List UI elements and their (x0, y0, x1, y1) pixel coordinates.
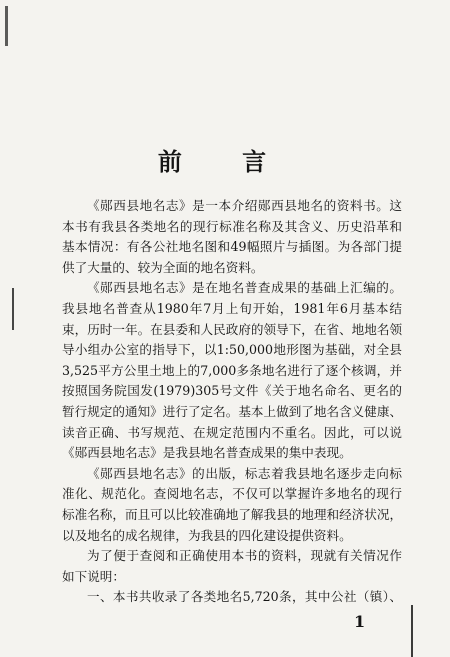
text-line: 标准名称，而且可以比较准确地了解我县的地理和经济状况， (62, 506, 403, 522)
text-line: 按照国务院国发(1979)305号文件《关于地名命名、更名的 (62, 383, 402, 399)
scan-mark-top (5, 6, 8, 46)
text-line: 基本情况：有各公社地名图和49幅照片与插图。为各部门提 (62, 239, 402, 255)
text-line: 准化、规范化。查阅地名志，不仅可以掌握许多地名的现行 (62, 486, 402, 502)
body-text (62, 196, 402, 608)
text-line: 读音正确、书写规范、在规定范围内不重名。因此，可以说 (62, 424, 402, 440)
text-line: 本书有我县各类地名的现行标准名称及其含义、历史沿革和 (62, 218, 402, 234)
text-line: 《郧西县地名志》的出版，标志着我县地名逐步走向标 (87, 465, 402, 481)
scan-mark-left (12, 288, 14, 330)
text-line: 《郧西县地名志》是一本介绍郧西县地名的资料书。这 (87, 198, 402, 213)
text-line: 《郧西县地名志》是我县地名普查成果的集中表现。 (62, 445, 352, 461)
text-line: 一、本书共收录了各类地名5,720条，其中公社（镇）、 (87, 589, 402, 605)
text-line: 如下说明： (62, 568, 125, 584)
text-line: 以及地名的成名规律，为我县的四化建设提供资料。 (62, 527, 352, 543)
text-line: 暂行规定的通知》进行了定名。基本上做到了地名含义健康、 (62, 403, 403, 419)
text-line: 3,525平方公里土地上的7,000多条地名进行了逐个核调，并 (62, 362, 402, 378)
text-line: 导小组办公室的指导下，以1:50,000地形图为基础，对全县 (62, 342, 402, 358)
page-number: 1 (354, 612, 366, 631)
text-line: 为了便于查阅和正确使用本书的资料，现就有关情况作 (87, 548, 402, 564)
scan-mark-bottom-right (411, 605, 413, 657)
text-line: 《郧西县地名志》是在地名普查成果的基础上汇编的。 (87, 280, 402, 296)
text-line: 供了大量的、较为全面的地名资料。 (62, 259, 264, 275)
page-title: 前 言 (157, 147, 293, 176)
text-line: 我县地名普查从1980年7月上旬开始，1981年6月基本结 (62, 300, 402, 316)
text-line: 束，历时一年。在县委和人民政府的领导下，在省、地地名领 (62, 321, 403, 337)
